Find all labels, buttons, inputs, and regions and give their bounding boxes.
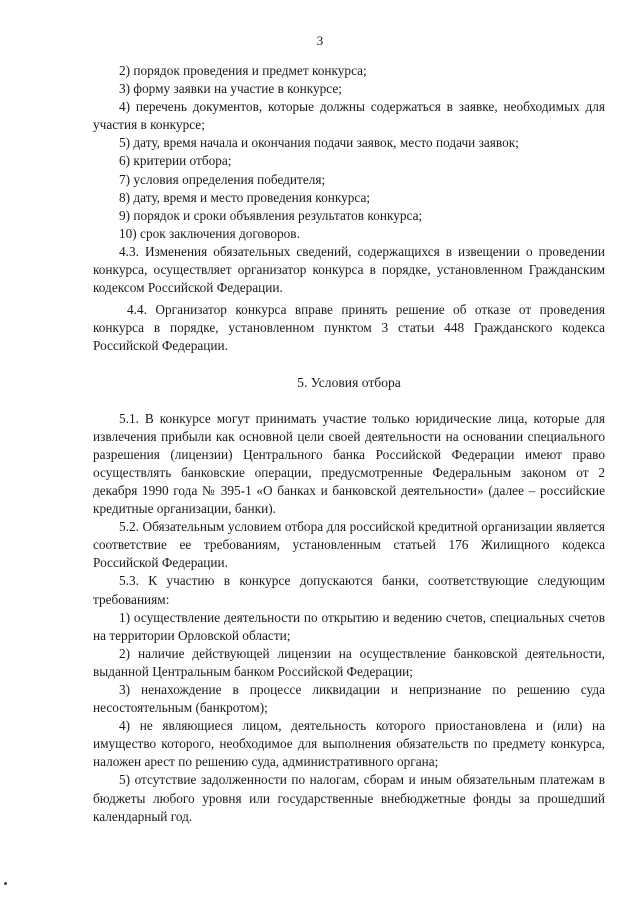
list-item: 5) дату, время начала и окончания подачи заявок, место подачи заявок; [119, 135, 519, 151]
section-heading: 5. Условия отбора [297, 374, 401, 390]
paragraph-5-3: 5.3. К участию в конкурсе допускаются банки, соответствующие следующим требованиям: [93, 573, 605, 607]
list-item: 6) критерии отбора; [119, 153, 232, 169]
requirement-item: 1) осуществление деятельности по открытию и ведению счетов, специальных счетов на территории Орловской области; [93, 609, 605, 643]
list-item: 8) дату, время и место проведения конкурса; [119, 189, 371, 205]
page-number: 3 [316, 33, 324, 48]
requirement-item: 5) отсутствие задолженности по налогам, сборам и иным обязательным платежам в бюджеты любого уровня или государственные внебюджетные фонды за прошедший календарный год. [93, 772, 605, 824]
list-item: 9) порядок и сроки объявления результатов конкурса; [119, 207, 423, 223]
paragraph-4-3: 4.3. Изменения обязательных сведений, содержащихся в извещении о проведении конкурса, осуществляет организатор конкурса в порядке, установленном Гражданским кодексом Российской Федерации. [93, 243, 605, 296]
document-body [93, 62, 605, 826]
requirement-item: 2) наличие действующей лицензии на осуществление банковской деятельности, выданной Центральным банком Российской Федерации; [93, 645, 605, 679]
requirement-item: 4) не являющиеся лицом, деятельность которого приостановлена и (или) на имущество которого, необходимое для выполнения обязательств по предмету конкурса, наложен арест по решению суда, административного органа; [93, 718, 605, 770]
requirement-item: 3) ненахождение в процессе ликвидации и непризнание по решению суда несостоятельным (банкротом); [93, 682, 605, 716]
paragraph-4-4: 4.4. Организатор конкурса вправе принять решение об отказе от проведения конкурса в порядке, установленном пунктом 3 статьи 448 Гражданского кодекса Российской Федерации. [93, 302, 605, 354]
list-item: 3) форму заявки на участие в конкурсе; [119, 81, 342, 97]
list-item: 10) срок заключения договоров. [119, 225, 300, 241]
scan-speck [4, 882, 7, 885]
paragraph-5-1: 5.1. В конкурсе могут принимать участие только юридические лица, которые для извлечения прибыли как основной цели своей деятельности на основании специального разрешения (лицензии) Центрального банка Российской Федерации имеют право осуществлять банковские операции, предусмотренные Федеральным законом от 2 декабря 1990 года № 395-1 «О банках и банковской деятельности» (далее – российские кредитные организации, банки). [93, 410, 605, 517]
list-item: 4) перечень документов, которые должны содержаться в заявке, необходимых для участия в конкурсе; [93, 99, 605, 133]
paragraph-5-2: 5.2. Обязательным условием отбора для российской кредитной организации является соответствие ее требованиям, установленным статьей 176 Жилищного кодекса Российской Федерации. [93, 519, 605, 571]
list-item: 7) условия определения победителя; [119, 171, 326, 187]
list-item: 2) порядок проведения и предмет конкурса; [119, 63, 367, 78]
